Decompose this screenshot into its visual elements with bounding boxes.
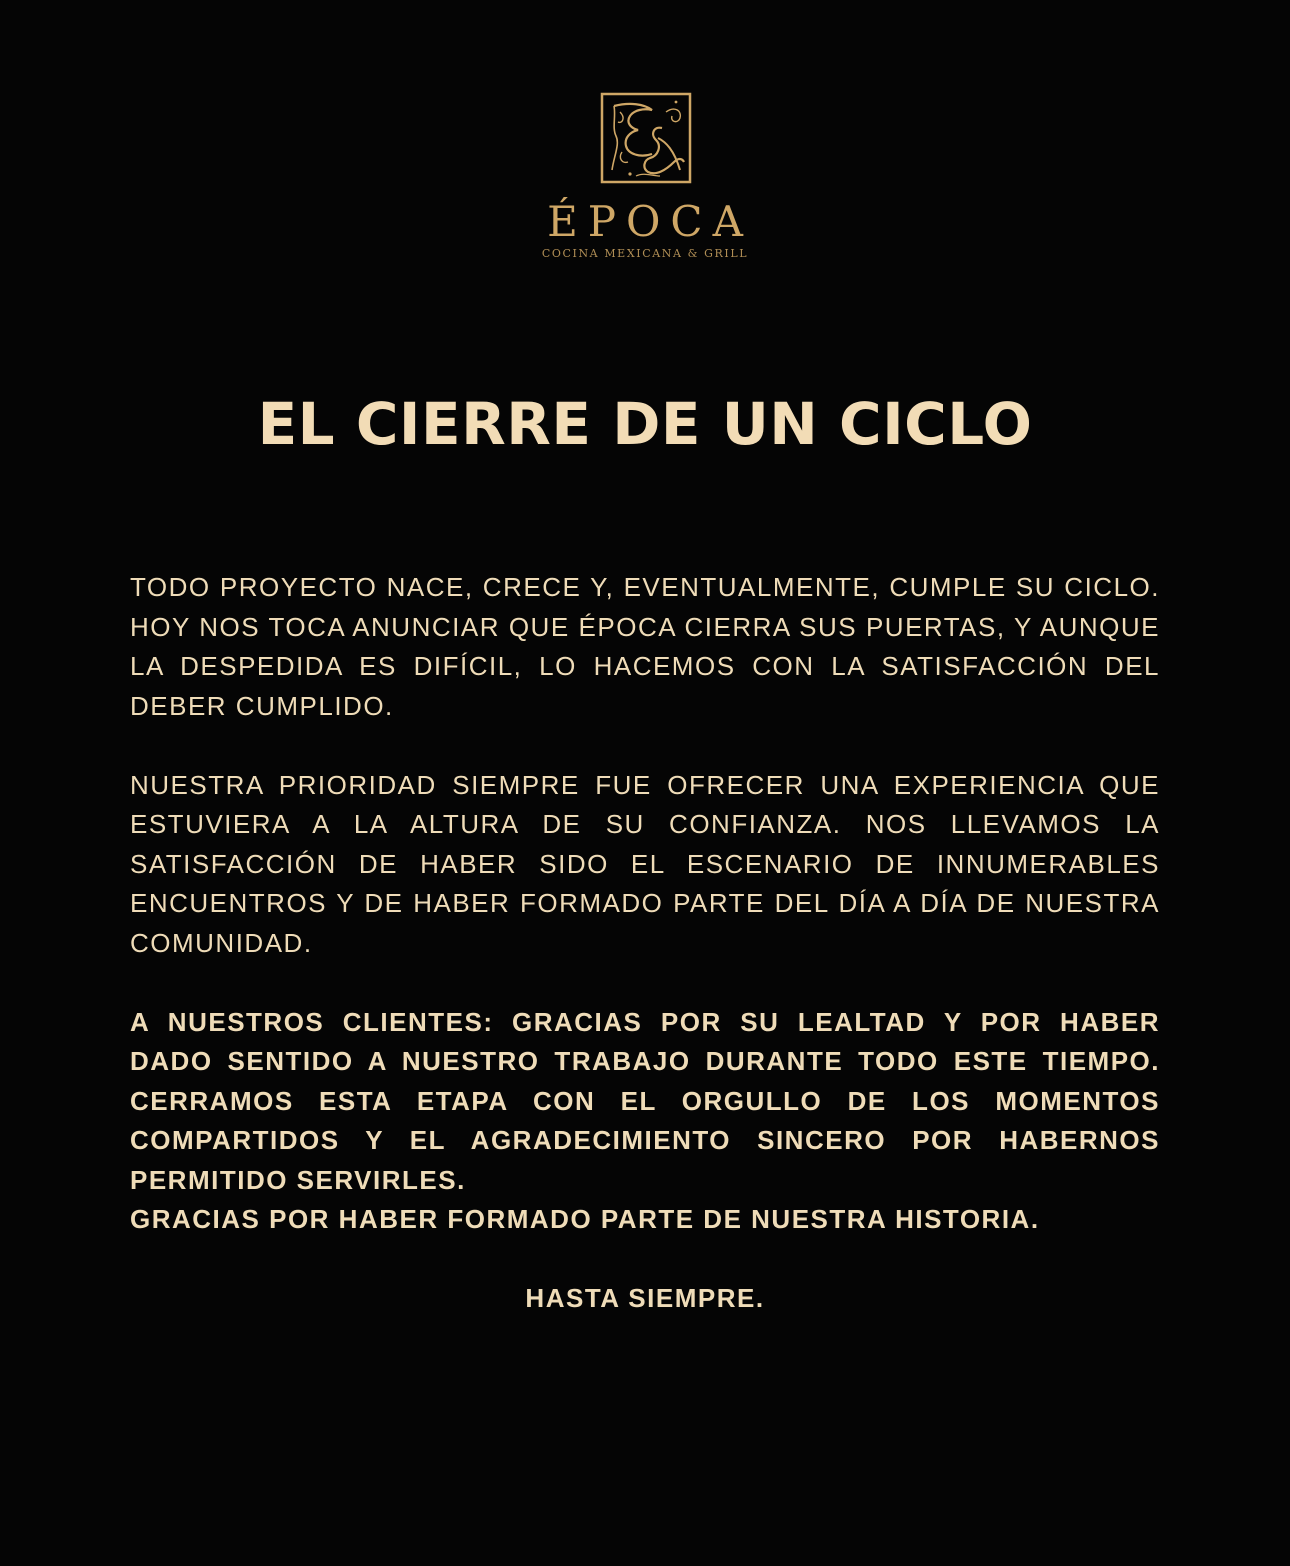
page-title: EL CIERRE DE UN CICLO xyxy=(257,390,1033,458)
brand-name: ÉPOCA xyxy=(547,197,753,246)
signoff: HASTA SIEMPRE. xyxy=(525,1283,765,1313)
announcement-body xyxy=(130,568,1160,1319)
brand-tagline: COCINA MEXICANA & GRILL xyxy=(541,247,749,260)
paragraph-intro: TODO PROYECTO NACE, CRECE Y, EVENTUALMENTE, CUMPLE SU CICLO. HOY NOS TOCA ANUNCIAR QUE ÉPOCA CIERRA SUS PUERTAS, Y AUNQUE LA DESPEDIDA ES DIFÍCIL, LO HACEMOS CON LA SATISFACCIÓN DEL DEBER CUMPLIDO. xyxy=(130,572,1160,721)
paragraph-priority: NUESTRA PRIORIDAD SIEMPRE FUE OFRECER UNA EXPERIENCIA QUE ESTUVIERA A LA ALTURA DE SU CONFIANZA. NOS LLEVAMOS LA SATISFACCIÓN DE HABER SIDO EL ESCENARIO DE INNUMERABLES ENCUENTROS Y DE HABER FORMADO PARTE DEL DÍA A DÍA DE NUESTRA COMUNIDAD. xyxy=(130,769,1160,958)
monogram-logo-icon xyxy=(600,92,692,184)
paragraph-thanks-customers: A NUESTROS CLIENTES: GRACIAS POR SU LEALTAD Y POR HABER DADO SENTIDO A NUESTRO TRABAJO DURANTE TODO ESTE TIEMPO. CERRAMOS ESTA ETAPA CON EL ORGULLO DE LOS MOMENTOS COMPARTIDOS Y EL AGRADECIMIENTO SINCERO POR HABERNOS PERMITIDO SERVIRLES. xyxy=(130,1006,1160,1195)
paragraph-thanks-history: GRACIAS POR HABER FORMADO PARTE DE NUESTRA HISTORIA. xyxy=(130,1204,1040,1234)
